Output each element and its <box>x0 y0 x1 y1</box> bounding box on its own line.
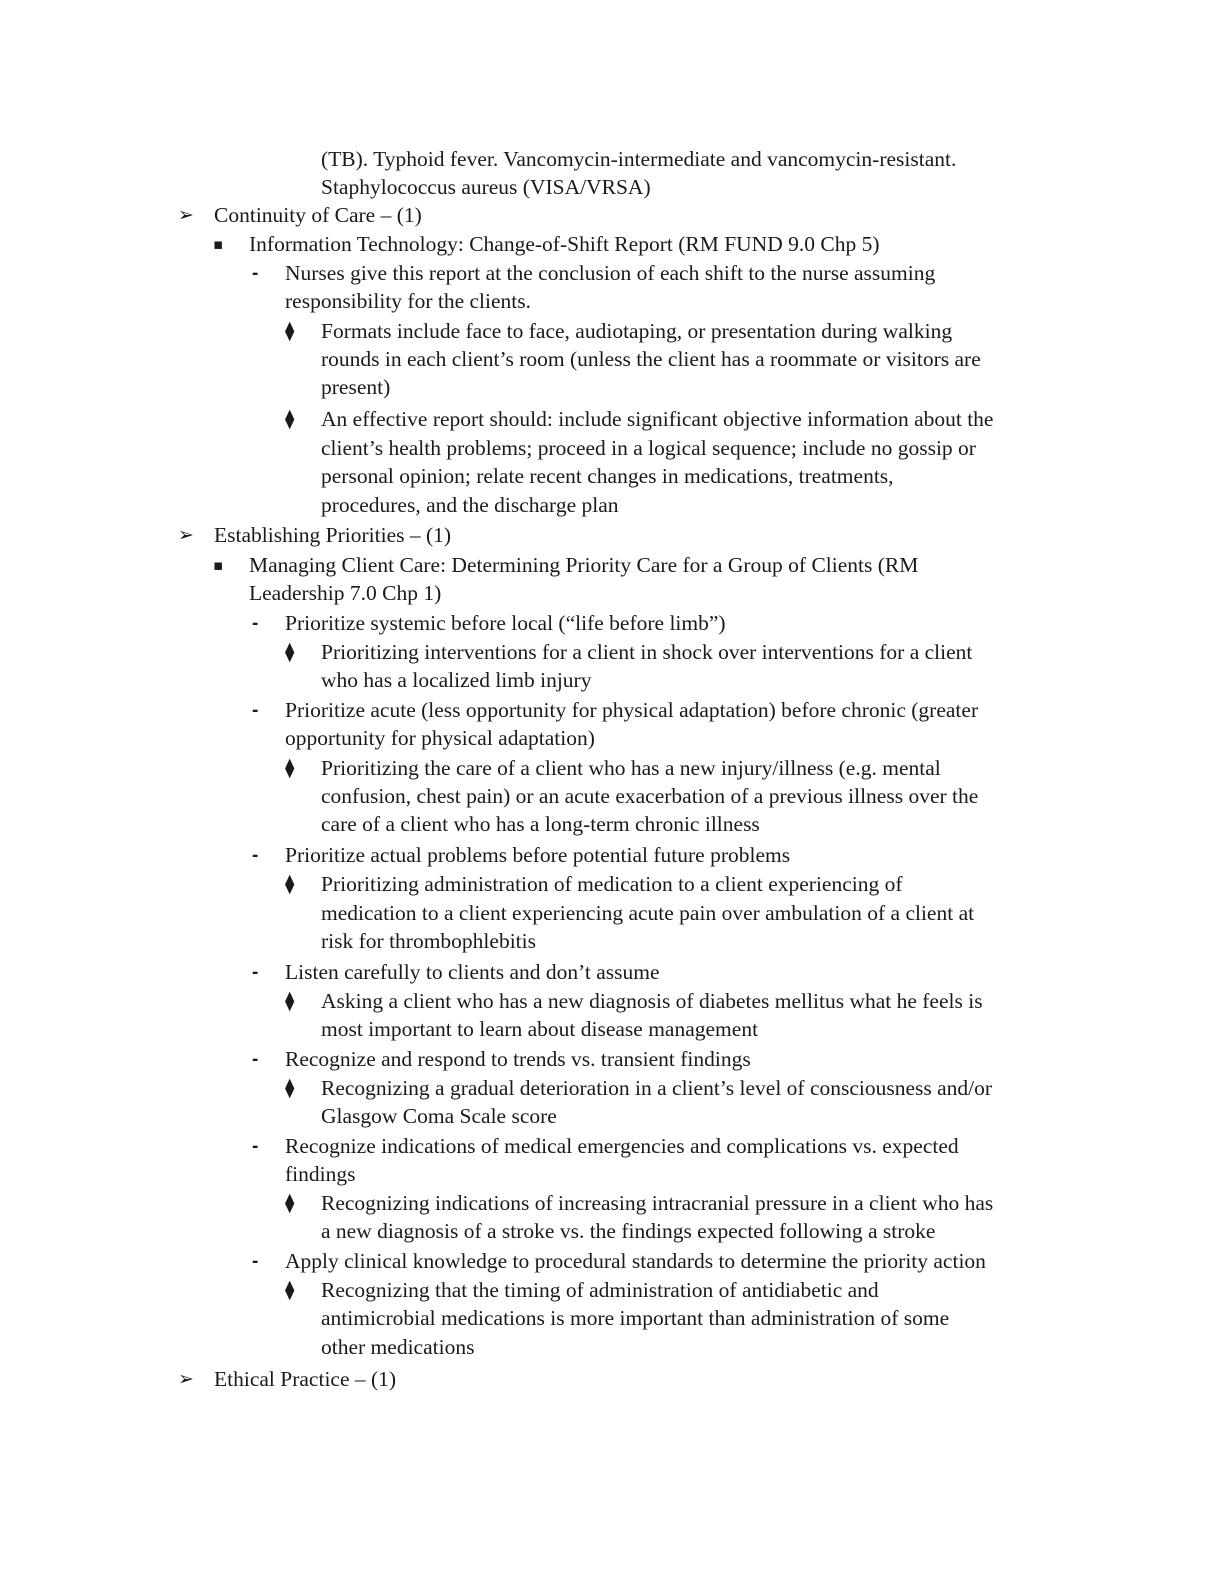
list-item-text: Ethical Practice – (1) <box>214 1367 397 1391</box>
list-item-text: Staphylococcus aureus (VISA/VRSA) <box>321 175 651 199</box>
list-item-text: Leadership 7.0 Chp 1) <box>249 581 442 605</box>
list-item-text: Recognize indications of medical emergencies and complications vs. expected <box>285 1134 959 1158</box>
diamond-bullet-icon: ⧫ <box>285 408 295 430</box>
list-item-text: Continuity of Care – (1) <box>214 203 422 227</box>
diamond-bullet-icon: ⧫ <box>285 320 295 342</box>
list-item-text: Nurses give this report at the conclusion of each shift to the nurse assuming <box>285 261 936 285</box>
list-item-text: antimicrobial medications is more important than administration of some <box>321 1306 950 1330</box>
list-item-text: Recognizing indications of increasing intracranial pressure in a client who has <box>321 1191 994 1215</box>
list-item-text: opportunity for physical adaptation) <box>285 726 595 750</box>
list-item-text: risk for thrombophlebitis <box>321 929 536 953</box>
list-item-text: present) <box>321 375 391 399</box>
list-item-text: findings <box>285 1162 356 1186</box>
list-item-text: (TB). Typhoid fever. Vancomycin-intermediate and vancomycin-resistant. <box>321 147 957 171</box>
arrow-bullet-icon: ➢ <box>178 1368 194 1390</box>
list-item-text: Asking a client who has a new diagnosis of diabetes mellitus what he feels is <box>321 989 983 1013</box>
list-item-text: Recognizing a gradual deterioration in a client’s level of consciousness and/or <box>321 1076 993 1100</box>
list-item-text: Establishing Priorities – (1) <box>214 523 452 547</box>
list-item-text: Recognize and respond to trends vs. transient findings <box>285 1047 751 1071</box>
dash-bullet-icon: - <box>252 1136 259 1157</box>
list-item-text: client’s health problems; proceed in a logical sequence; include no gossip or <box>321 436 976 460</box>
square-bullet-icon: ▪ <box>213 556 224 574</box>
diamond-bullet-icon: ⧫ <box>285 990 295 1012</box>
dash-bullet-icon: - <box>252 962 259 983</box>
list-item-text: care of a client who has a long-term chronic illness <box>321 812 760 836</box>
list-item-text: most important to learn about disease management <box>321 1017 759 1041</box>
list-item-text: Listen carefully to clients and don’t assume <box>285 960 660 984</box>
list-item-text: medication to a client experiencing acute pain over ambulation of a client at <box>321 901 975 925</box>
dash-bullet-icon: - <box>252 1049 259 1070</box>
list-item-text: Prioritize acute (less opportunity for physical adaptation) before chronic (greater <box>285 698 979 722</box>
list-item-text: Prioritizing interventions for a client in shock over interventions for a client <box>321 640 973 664</box>
list-item-text: Prioritizing the care of a client who has a new injury/illness (e.g. mental <box>321 756 941 780</box>
list-item-text: confusion, chest pain) or an acute exacerbation of a previous illness over the <box>321 784 979 808</box>
list-item-text: procedures, and the discharge plan <box>321 493 619 517</box>
square-bullet-icon: ▪ <box>213 235 224 253</box>
diamond-bullet-icon: ⧫ <box>285 1192 295 1214</box>
list-item-text: Information Technology: Change-of-Shift Report (RM FUND 9.0 Chp 5) <box>249 232 880 256</box>
diamond-bullet-icon: ⧫ <box>285 873 295 895</box>
list-line <box>0 1365 1224 1423</box>
dash-bullet-icon: - <box>252 700 259 721</box>
list-item-text: Apply clinical knowledge to procedural standards to determine the priority action <box>285 1249 986 1273</box>
list-item-text: a new diagnosis of a stroke vs. the findings expected following a stroke <box>321 1219 936 1243</box>
arrow-bullet-icon: ➢ <box>178 204 194 226</box>
list-item-text: other medications <box>321 1335 475 1359</box>
list-item-text: An effective report should: include significant objective information about the <box>321 407 994 431</box>
dash-bullet-icon: - <box>252 845 259 866</box>
list-item-text: responsibility for the clients. <box>285 289 532 313</box>
list-item-text: personal opinion; relate recent changes in medications, treatments, <box>321 464 894 488</box>
list-item-text: Recognizing that the timing of administration of antidiabetic and <box>321 1278 879 1302</box>
diamond-bullet-icon: ⧫ <box>285 1279 295 1301</box>
list-item-text: rounds in each client’s room (unless the client has a roommate or visitors are <box>321 347 981 371</box>
list-item-text: Prioritize systemic before local (“life before limb”) <box>285 611 726 635</box>
diamond-bullet-icon: ⧫ <box>285 1077 295 1099</box>
diamond-bullet-icon: ⧫ <box>285 757 295 779</box>
list-item-text: Formats include face to face, audiotaping, or presentation during walking <box>321 319 953 343</box>
dash-bullet-icon: - <box>252 1251 259 1272</box>
list-item-text: Prioritizing administration of medication to a client experiencing of <box>321 872 903 896</box>
dash-bullet-icon: - <box>252 263 259 284</box>
list-item-text: Prioritize actual problems before potential future problems <box>285 843 791 867</box>
list-item-text: Glasgow Coma Scale score <box>321 1104 557 1128</box>
list-item-text: Managing Client Care: Determining Priority Care for a Group of Clients (RM <box>249 553 919 577</box>
list-item-text: who has a localized limb injury <box>321 668 592 692</box>
diamond-bullet-icon: ⧫ <box>285 641 295 663</box>
arrow-bullet-icon: ➢ <box>178 524 194 546</box>
dash-bullet-icon: - <box>252 613 259 634</box>
